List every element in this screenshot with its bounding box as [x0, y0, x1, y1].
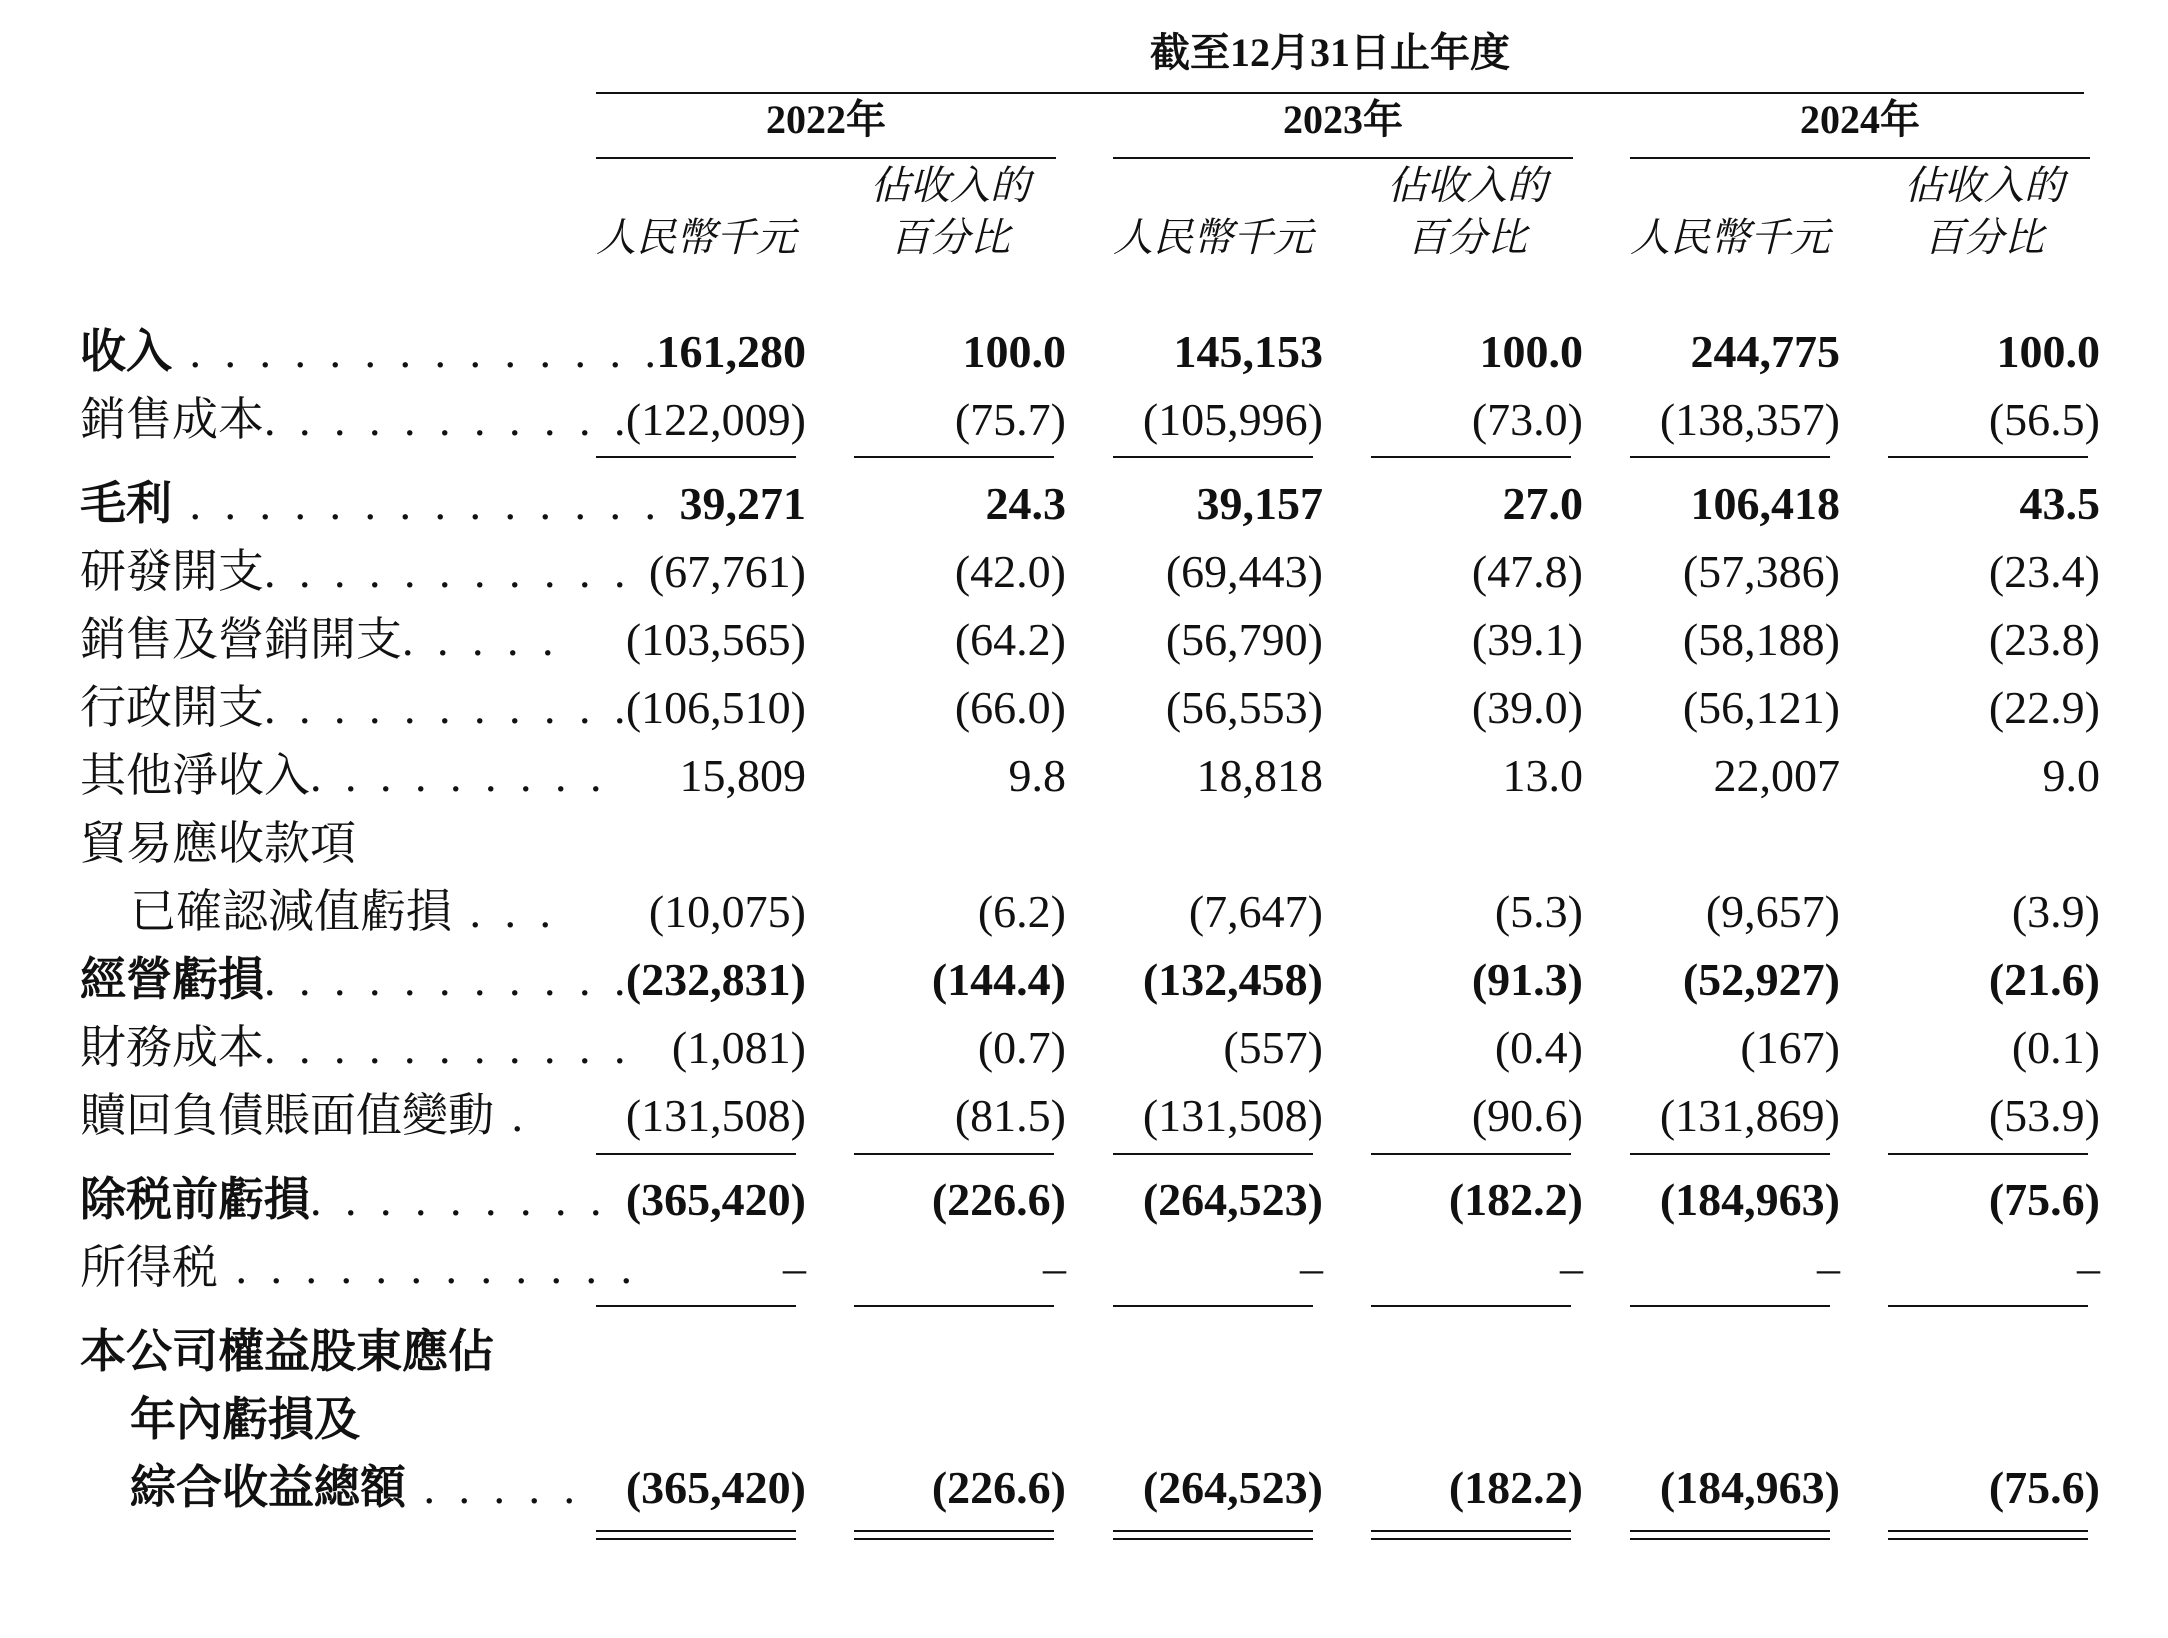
table-cell: (57,386)	[1682, 546, 1840, 597]
subtotal-rule	[1113, 456, 1313, 458]
row-leader-dots: . . . . . . . . .	[310, 750, 608, 801]
table-cell: (21.6)	[1988, 954, 2100, 1005]
total-double-rule	[1630, 1530, 1830, 1540]
unit-pct-2024-l1: 佔收入的	[1904, 163, 2064, 208]
unit-pct-2023-l1: 佔收入的	[1387, 163, 1547, 208]
table-cell: (56,121)	[1682, 682, 1840, 733]
year-rule-2024	[1630, 157, 2090, 159]
table-cell: 106,418	[1690, 478, 1840, 529]
subtotal-rule	[1888, 1305, 2088, 1307]
table-cell: (53.9)	[1988, 1090, 2100, 1141]
table-cell: (0.7)	[977, 1022, 1066, 1073]
year-2024: 2024年	[1800, 97, 1920, 142]
total-double-rule	[854, 1530, 1054, 1540]
table-cell: 15,809	[679, 750, 806, 801]
table-cell: (131,508)	[625, 1090, 806, 1141]
year-rule-2022	[596, 157, 1056, 159]
table-cell: (75.6)	[1988, 1462, 2100, 1513]
subtotal-rule	[1630, 1305, 1830, 1307]
table-cell: –	[783, 1242, 806, 1293]
table-cell: (365,420)	[625, 1462, 806, 1513]
table-cell: (226.6)	[931, 1462, 1066, 1513]
table-cell: (3.9)	[2011, 886, 2100, 937]
row-leader-dots: . . . . . . . . .	[310, 1174, 608, 1225]
row-leader-dots: . . . . . . . . . . . . . .	[172, 478, 662, 529]
row-leader-dots: . . .	[452, 886, 557, 937]
row-leader-dots: . . . . . . . . . . .	[264, 1022, 632, 1073]
table-cell: (167)	[1740, 1022, 1840, 1073]
unit-pct-2022-l1: 佔收入的	[870, 163, 1030, 208]
subtotal-rule	[1630, 1153, 1830, 1155]
row-label-text: 綜合收益總額	[130, 1462, 406, 1513]
table-cell: (182.2)	[1448, 1462, 1583, 1513]
table-cell: (39.0)	[1471, 682, 1583, 733]
row-leader-dots: . . . . . . . . . . . . . .	[172, 326, 662, 377]
row-label	[80, 1086, 529, 1146]
total-double-rule	[1888, 1530, 2088, 1540]
table-cell: 18,818	[1196, 750, 1323, 801]
year-rule-2023	[1113, 157, 1573, 159]
subtotal-rule	[596, 1153, 796, 1155]
table-cell: (23.4)	[1988, 546, 2100, 597]
table-cell: (56.5)	[1988, 394, 2100, 445]
unit-amount-2022: 人民幣千元	[596, 215, 796, 260]
row-label-text: 本公司權益股東應佔	[80, 1326, 494, 1377]
table-cell: (226.6)	[931, 1174, 1066, 1225]
table-cell: (264,523)	[1142, 1174, 1323, 1225]
table-cell: 22,007	[1713, 750, 1840, 801]
row-label	[80, 746, 608, 806]
table-cell: (138,357)	[1659, 394, 1840, 445]
table-cell: (131,869)	[1659, 1090, 1840, 1141]
row-leader-dots: . . . . . . . . . . . .	[218, 1242, 638, 1293]
row-label	[80, 1170, 608, 1230]
row-label-text: 毛利	[80, 478, 172, 529]
row-label	[80, 610, 560, 670]
row-label-text: 其他淨收入	[80, 750, 310, 801]
table-cell: (0.4)	[1494, 1022, 1583, 1073]
table-cell: (56,790)	[1165, 614, 1323, 665]
table-cell: 100.0	[1996, 326, 2100, 377]
table-cell: (184,963)	[1659, 1462, 1840, 1513]
table-cell: (64.2)	[954, 614, 1066, 665]
row-label	[130, 1458, 581, 1518]
subtotal-rule	[596, 1305, 796, 1307]
table-cell: –	[1817, 1242, 1840, 1293]
table-cell: 39,157	[1196, 478, 1323, 529]
row-label	[130, 1390, 360, 1450]
row-label-text: 銷售成本	[80, 394, 264, 445]
table-cell: –	[1560, 1242, 1583, 1293]
table-cell: 145,153	[1173, 326, 1323, 377]
table-cell: –	[1043, 1242, 1066, 1293]
table-cell: (69,443)	[1165, 546, 1323, 597]
table-cell: 9.0	[2042, 750, 2100, 801]
subtotal-rule	[1371, 1153, 1571, 1155]
table-cell: (91.3)	[1471, 954, 1583, 1005]
table-cell: (0.1)	[2011, 1022, 2100, 1073]
table-cell: 24.3	[985, 478, 1066, 529]
table-cell: (81.5)	[954, 1090, 1066, 1141]
year-2022: 2022年	[766, 97, 886, 142]
table-cell: –	[2077, 1242, 2100, 1293]
unit-amount-2024: 人民幣千元	[1630, 215, 1830, 260]
row-leader-dots: . . . . .	[406, 1462, 581, 1513]
table-cell: (23.8)	[1988, 614, 2100, 665]
table-cell: (7,647)	[1188, 886, 1323, 937]
table-cell: (182.2)	[1448, 1174, 1583, 1225]
year-2023: 2023年	[1283, 97, 1403, 142]
row-label-text: 年內虧損及	[130, 1394, 360, 1445]
subtotal-rule	[854, 1153, 1054, 1155]
unit-amount-2023: 人民幣千元	[1113, 215, 1313, 260]
subtotal-rule	[1113, 1305, 1313, 1307]
row-label-text: 已確認減值虧損	[130, 886, 452, 937]
table-cell: (75.6)	[1988, 1174, 2100, 1225]
subtotal-rule	[1630, 456, 1830, 458]
subtotal-rule	[596, 456, 796, 458]
table-cell: (66.0)	[954, 682, 1066, 733]
subtotal-rule	[854, 1305, 1054, 1307]
table-cell: 27.0	[1502, 478, 1583, 529]
row-label-text: 貿易應收款項	[80, 818, 356, 869]
table-cell: (106,510)	[625, 682, 806, 733]
header-rule	[596, 92, 2084, 94]
row-label-text: 收入	[80, 326, 172, 377]
row-label-text: 行政開支	[80, 682, 264, 733]
row-label-text: 贖回負債賬面值變動	[80, 1090, 494, 1141]
row-label-text: 研發開支	[80, 546, 264, 597]
table-cell: (1,081)	[671, 1022, 806, 1073]
total-double-rule	[1113, 1530, 1313, 1540]
table-cell: (132,458)	[1142, 954, 1323, 1005]
table-cell: (105,996)	[1142, 394, 1323, 445]
table-cell: 9.8	[1008, 750, 1066, 801]
row-leader-dots: . . . . . . . . . . .	[264, 954, 632, 1005]
unit-pct-2024-l2: 百分比	[1924, 215, 2044, 260]
table-cell: (52,927)	[1682, 954, 1840, 1005]
table-cell: (22.9)	[1988, 682, 2100, 733]
row-leader-dots: .	[494, 1090, 529, 1141]
row-label-text: 經營虧損	[80, 954, 264, 1005]
table-cell: (232,831)	[625, 954, 806, 1005]
table-cell: (557)	[1223, 1022, 1323, 1073]
table-cell: (144.4)	[931, 954, 1066, 1005]
row-leader-dots: . . . . .	[402, 614, 560, 665]
row-leader-dots: . . . . . . . . . . .	[264, 394, 632, 445]
table-cell: 39,271	[679, 478, 806, 529]
table-cell: (103,565)	[625, 614, 806, 665]
total-double-rule	[1371, 1530, 1571, 1540]
unit-pct-2023-l2: 百分比	[1407, 215, 1527, 260]
table-cell: (47.8)	[1471, 546, 1583, 597]
subtotal-rule	[1888, 1153, 2088, 1155]
row-leader-dots: . . . . . . . . . . .	[264, 546, 632, 597]
subtotal-rule	[854, 456, 1054, 458]
table-cell: (131,508)	[1142, 1090, 1323, 1141]
table-cell: (39.1)	[1471, 614, 1583, 665]
table-cell: (10,075)	[648, 886, 806, 937]
unit-pct-2022-l2: 百分比	[890, 215, 1010, 260]
row-label	[80, 1322, 494, 1382]
subtotal-rule	[1113, 1153, 1313, 1155]
table-cell: 161,280	[656, 326, 806, 377]
table-cell: (184,963)	[1659, 1174, 1840, 1225]
table-cell: (58,188)	[1682, 614, 1840, 665]
table-cell: 100.0	[1479, 326, 1583, 377]
table-cell: (56,553)	[1165, 682, 1323, 733]
total-double-rule	[596, 1530, 796, 1540]
table-cell: (264,523)	[1142, 1462, 1323, 1513]
table-cell: (9,657)	[1705, 886, 1840, 937]
subtotal-rule	[1371, 1305, 1571, 1307]
table-cell: 244,775	[1690, 326, 1840, 377]
table-cell: (73.0)	[1471, 394, 1583, 445]
table-cell: 43.5	[2019, 478, 2100, 529]
table-cell: –	[1300, 1242, 1323, 1293]
table-cell: (365,420)	[625, 1174, 806, 1225]
subtotal-rule	[1371, 456, 1571, 458]
table-cell: (6.2)	[977, 886, 1066, 937]
row-label-text: 財務成本	[80, 1022, 264, 1073]
table-cell: (42.0)	[954, 546, 1066, 597]
table-cell: (90.6)	[1471, 1090, 1583, 1141]
row-label-text: 除税前虧損	[80, 1174, 310, 1225]
row-label	[80, 814, 356, 874]
row-label	[130, 882, 557, 942]
table-cell: (122,009)	[625, 394, 806, 445]
subtotal-rule	[1888, 456, 2088, 458]
row-label-text: 所得税	[80, 1242, 218, 1293]
row-leader-dots: . . . . . . . . . . .	[264, 682, 632, 733]
table-cell: (67,761)	[648, 546, 806, 597]
period-heading: 截至12月31日止年度	[1150, 30, 1510, 75]
table-cell: (5.3)	[1494, 886, 1583, 937]
table-cell: (75.7)	[954, 394, 1066, 445]
row-label-text: 銷售及營銷開支	[80, 614, 402, 665]
table-cell: 13.0	[1502, 750, 1583, 801]
table-cell: 100.0	[962, 326, 1066, 377]
